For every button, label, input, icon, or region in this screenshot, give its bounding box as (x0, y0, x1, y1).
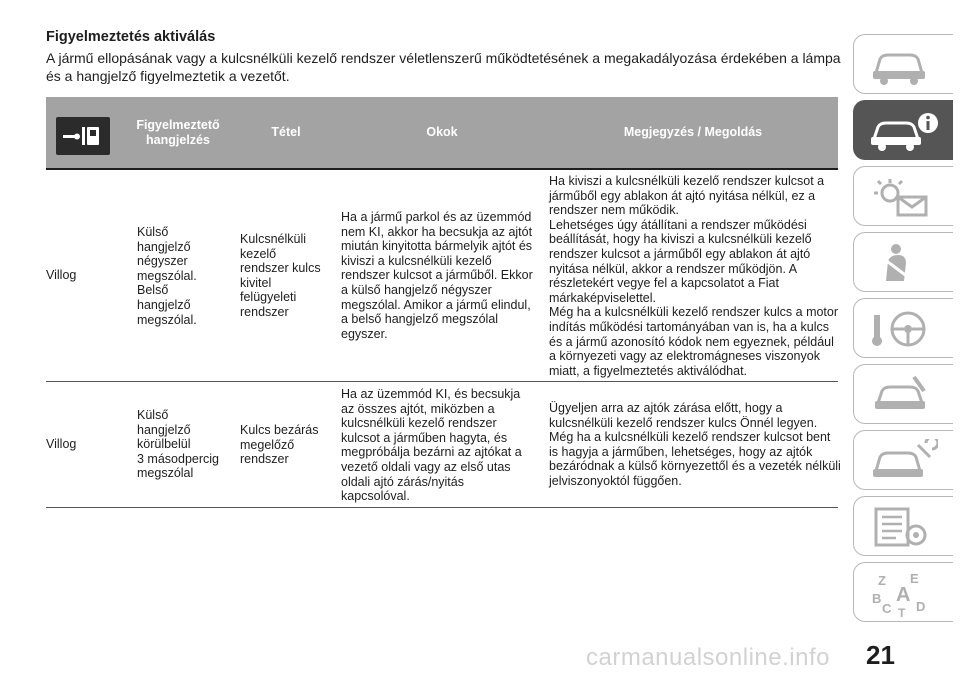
index-letter: C (882, 601, 892, 616)
section-intro: A jármű ellopásának vagy a kulcsnélküli kezelő rendszer véletlenszerű működtetésének a megakadályozása érdekében a lámpa és a hangjelző figyelmeztetik a vezetőt. (46, 50, 841, 84)
tab-maintenance[interactable] (853, 430, 953, 490)
row2-signal: Villog (46, 437, 77, 451)
tab-starting-driving[interactable] (853, 298, 953, 358)
row2-note: Ügyeljen arra az ajtók zárása előtt, hogy a kulcsnélküli kezelő rendszer kulcs Önnél legyen. Még ha a kulcsnélküli kezelő rendszer kulcsot bent is hagyja a járműben, lehetséges, hogy az ajtók bezáródnak a külső környezettől és a vezeték nélküli jelviszonyoktól függően. (549, 401, 841, 488)
tab-breakdown[interactable] (853, 364, 953, 424)
row1-sound: Külső hangjelző négyszer megszólal. Belső hangjelző megszólal. (137, 225, 197, 327)
header-cause: Okok (426, 125, 458, 139)
watermark: carmanualsonline.info (586, 644, 830, 671)
seat-belt-safety-icon (868, 241, 938, 285)
header-warning-sound: Figyelmeztető hangjelzés (136, 117, 220, 147)
row1-cause: Ha a jármű parkol és az üzemmód nem KI, akkor ha becsukja az ajtót miután kinyitotta bármelyik ajtót és kiviszi a kulcsnélküli kezelő rendszer kulcsot a járműből. Ekkor a külső hangjelző négyszer megszólal. Amikor a jármű elindul, a belső hangjelző megszólal egyszer. (341, 210, 533, 341)
index-letter: D (916, 599, 926, 614)
page-number: 21 (866, 640, 895, 670)
index-letter: Z (878, 573, 886, 588)
row1-note: Ha kiviszi a kulcsnélküli kezelő rendszer kulcsot a járműből egy ablakon át ajtó nyitása nélkül, ez a rendszer nem működik. Lehetséges úgy átállítani a rendszer működési beállítását, hogy ha kiviszi a kulcsnélküli kezelő rendszer kulcsot a járműből egy ablakon át ajtó nyitása nélkül, akkor a rendszer működjön. A részletekért vegye fel a kapcsolatot a Fiat márkaképviselettel. Még ha a kulcsnélküli kezelő rendszer kulcs a motor indítás működési tartományában van is, ha a kulcs és a jármű azonosító kódok nem egyeznek, például a környezeti vagy az elektromágneses viszonyok miatt, a figyelmeztetés aktiválódhat. (549, 174, 839, 378)
key-warning-icon (56, 117, 110, 155)
row1-signal: Villog (46, 268, 77, 282)
alphabetical-index-icon (868, 571, 938, 617)
tab-warning-lights[interactable] (853, 166, 953, 226)
row1-item: Kulcsnélküli kezelő rendszer kulcs kivitel felügyeleti rendszer (240, 232, 321, 319)
tab-car-overview[interactable] (853, 34, 953, 94)
starting-driving-icon (868, 307, 938, 351)
header-item: Tétel (271, 125, 301, 139)
car-overview-icon (868, 43, 938, 87)
row2-sound: Külső hangjelző körülbelül 3 másodpercig megszólal (137, 408, 219, 481)
tab-safety[interactable] (853, 232, 953, 292)
maintenance-care-icon (868, 439, 938, 483)
row2-item: Kulcs bezárás megelőző rendszer (240, 423, 319, 467)
index-letter: E (910, 571, 919, 586)
index-letter: A (896, 584, 911, 606)
table-header (46, 97, 838, 168)
index-letter: B (872, 591, 882, 606)
table-bottom-divider (46, 507, 838, 508)
car-info-icon (868, 109, 938, 153)
technical-data-icon (868, 505, 938, 549)
warning-lights-messages-icon (868, 175, 938, 219)
tab-alphabetical-index[interactable] (853, 562, 953, 622)
section-title: Figyelmeztetés aktiválás (46, 29, 216, 45)
header-note: Megjegyzés / Megoldás (623, 125, 763, 139)
tab-car-info[interactable] (853, 100, 953, 160)
row2-cause: Ha az üzemmód KI, és becsukja az összes ajtót, miközben a kulcsnélküli kezelő rendszer kulcsot a járműben hagyta, és megpróbálja bezárni az ajtókat a vezető oldali vagy az első utas oldali ajtó zárás/nyitás kapcsolóval. (341, 387, 522, 504)
row-divider (46, 381, 838, 382)
index-letter: T (898, 606, 906, 617)
header-divider (46, 168, 838, 170)
car-breakdown-icon (868, 373, 938, 417)
tab-technical-data[interactable] (853, 496, 953, 556)
